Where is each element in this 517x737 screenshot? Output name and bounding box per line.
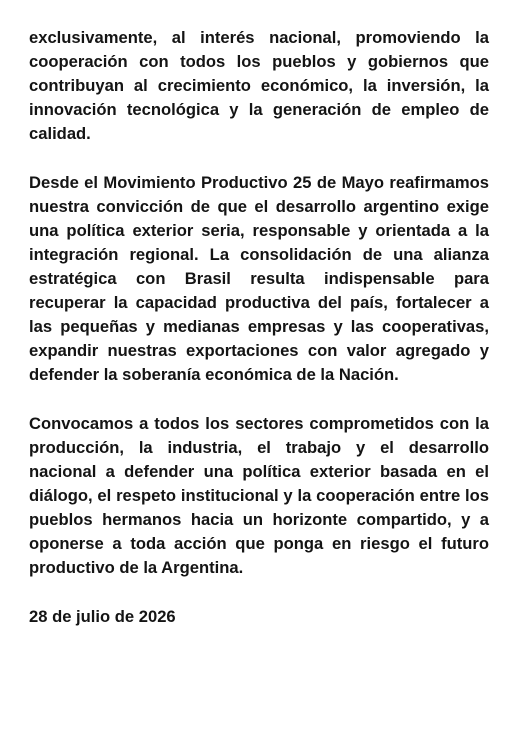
statement-date: 28 de julio de 2026	[29, 606, 176, 626]
paragraph-3: Convocamos a todos los sectores comprometidos con la producción, la industria, el trabajo y el desarrollo nacional a defender una política exterior basada en el diálogo, el respeto institucional y la cooperación entre los pueblos hermanos hacia un horizonte compartido, y a oponerse a toda acción que ponga en riesgo el futuro productivo de la Argentina.	[29, 413, 489, 578]
paragraph-1: exclusivamente, al interés nacional, promoviendo la cooperación con todos los pueblos y gobiernos que contribuyan al crecimiento económico, la inversión, la innovación tecnológica y la generación de empleo de calidad.	[29, 28, 489, 144]
statement-body	[29, 26, 489, 629]
paragraph-2: Desde el Movimiento Productivo 25 de Mayo reafirmamos nuestra convicción de que el desarrollo argentino exige una política exterior seria, responsable y orientada a la integración regional. La consolidación de una alianza estratégica con Brasil resulta indispensable para recuperar la capacidad productiva del país, fortalecer a las pequeñas y medianas empresas y las cooperativas, expandir nuestras exportaciones con valor agregado y defender la soberanía económica de la Nación.	[29, 172, 489, 385]
